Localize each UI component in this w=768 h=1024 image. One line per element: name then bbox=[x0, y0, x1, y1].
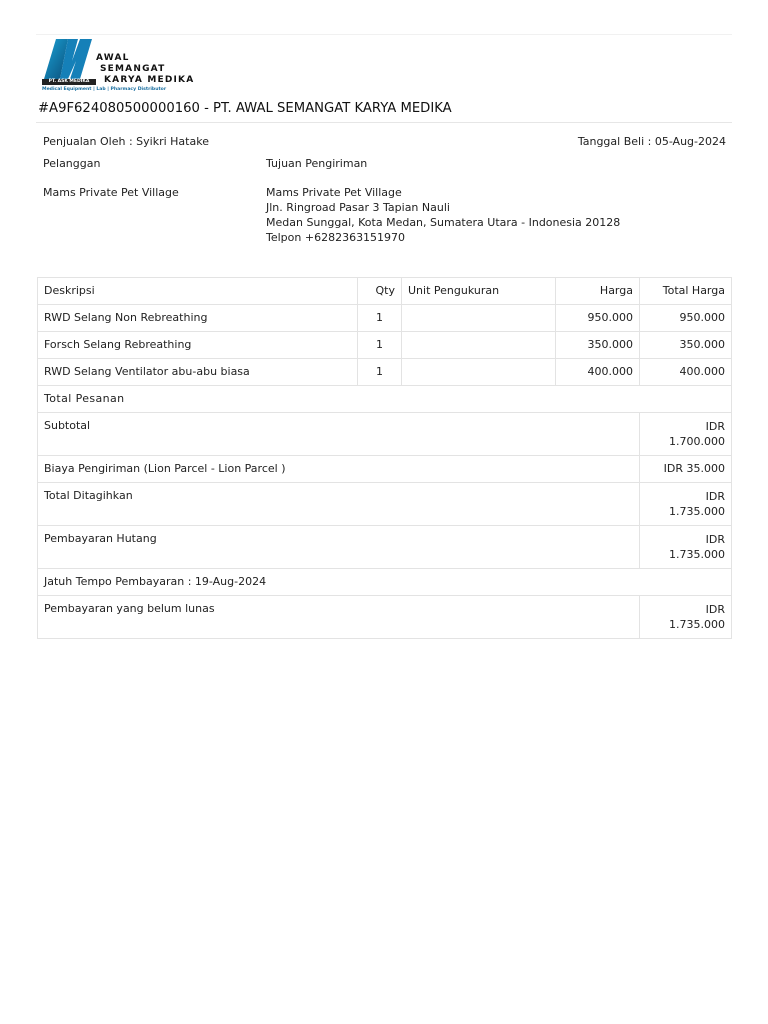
unpaid-value bbox=[640, 596, 732, 639]
table-header-row bbox=[38, 278, 732, 305]
col-header-qty: Qty bbox=[358, 278, 402, 305]
shipping-fee-value: IDR 35.000 bbox=[640, 456, 732, 483]
subtotal-row bbox=[38, 413, 732, 456]
summary-heading: Total Pesanan bbox=[38, 386, 732, 413]
invoice-title: #A9F624080500000160 - PT. AWAL SEMANGAT KARYA MEDIKA bbox=[38, 101, 452, 116]
shipping-line: Jln. Ringroad Pasar 3 Tapian Nauli bbox=[266, 201, 450, 214]
sales-by: Penjualan Oleh : Syikri Hatake bbox=[43, 135, 209, 148]
col-header-unit: Unit Pengukuran bbox=[402, 278, 556, 305]
logo-tagline: Medical Equipment | Lab | Pharmacy Distributor bbox=[42, 87, 167, 92]
subtotal-currency: IDR bbox=[705, 420, 725, 433]
debt-amount: 1.735.000 bbox=[669, 548, 725, 561]
shipping-line: Telpon +6282363151970 bbox=[266, 231, 406, 244]
item-qty: 1 bbox=[358, 305, 402, 332]
table-row bbox=[38, 359, 732, 386]
due-date-row bbox=[38, 569, 732, 596]
shipping-line: Medan Sunggal, Kota Medan, Sumatera Utara - Indonesia 20128 bbox=[266, 216, 621, 229]
subtotal-amount: 1.700.000 bbox=[669, 435, 725, 448]
col-header-description: Deskripsi bbox=[38, 278, 358, 305]
order-table bbox=[37, 277, 732, 639]
header-band bbox=[36, 34, 732, 97]
item-description: RWD Selang Non Rebreathing bbox=[38, 305, 358, 332]
billed-currency: IDR bbox=[705, 490, 725, 503]
customer-label: Pelanggan bbox=[43, 157, 101, 170]
customer-block bbox=[43, 157, 179, 200]
unpaid-amount: 1.735.000 bbox=[669, 618, 725, 631]
item-total: 350.000 bbox=[640, 332, 732, 359]
party-section bbox=[36, 157, 732, 265]
logo-line-2: SEMANGAT bbox=[100, 64, 166, 74]
col-header-price: Harga bbox=[556, 278, 640, 305]
item-total: 950.000 bbox=[640, 305, 732, 332]
item-unit bbox=[402, 332, 556, 359]
debt-currency: IDR bbox=[705, 533, 725, 546]
summary-heading-row bbox=[38, 386, 732, 413]
logo-strip: PT. ASK MEDIKA bbox=[42, 79, 96, 85]
shipping-fee-label: Biaya Pengiriman (Lion Parcel - Lion Parcel ) bbox=[38, 456, 640, 483]
shipping-line: Mams Private Pet Village bbox=[266, 186, 402, 199]
due-date-label: Jatuh Tempo Pembayaran : 19-Aug-2024 bbox=[38, 569, 732, 596]
logo-line-1: AWAL bbox=[96, 53, 130, 63]
shipping-block bbox=[266, 157, 620, 245]
table-row bbox=[38, 305, 732, 332]
logo-line-3: KARYA MEDIKA bbox=[104, 75, 195, 85]
billed-row bbox=[38, 483, 732, 526]
item-price: 350.000 bbox=[556, 332, 640, 359]
unpaid-currency: IDR bbox=[705, 603, 725, 616]
billed-label: Total Ditagihkan bbox=[38, 483, 640, 526]
item-unit bbox=[402, 359, 556, 386]
debt-row bbox=[38, 526, 732, 569]
debt-label: Pembayaran Hutang bbox=[38, 526, 640, 569]
table-row bbox=[38, 332, 732, 359]
logo-mark-icon bbox=[38, 37, 96, 83]
item-price: 950.000 bbox=[556, 305, 640, 332]
subtotal-value bbox=[640, 413, 732, 456]
logo-wordmark bbox=[96, 53, 194, 86]
item-unit bbox=[402, 305, 556, 332]
subtotal-label: Subtotal bbox=[38, 413, 640, 456]
purchase-date: Tanggal Beli : 05-Aug-2024 bbox=[577, 135, 726, 148]
item-total: 400.000 bbox=[640, 359, 732, 386]
item-qty: 1 bbox=[358, 332, 402, 359]
item-description: Forsch Selang Rebreathing bbox=[38, 332, 358, 359]
company-logo bbox=[38, 37, 198, 95]
billed-amount: 1.735.000 bbox=[669, 505, 725, 518]
col-header-total: Total Harga bbox=[640, 278, 732, 305]
item-qty: 1 bbox=[358, 359, 402, 386]
shipping-label: Tujuan Pengiriman bbox=[266, 157, 368, 170]
item-price: 400.000 bbox=[556, 359, 640, 386]
billed-value bbox=[640, 483, 732, 526]
invoice-sheet bbox=[36, 34, 732, 265]
shipping-fee-row bbox=[38, 456, 732, 483]
unpaid-label: Pembayaran yang belum lunas bbox=[38, 596, 640, 639]
unpaid-row bbox=[38, 596, 732, 639]
item-description: RWD Selang Ventilator abu-abu biasa bbox=[38, 359, 358, 386]
debt-value bbox=[640, 526, 732, 569]
meta-row bbox=[36, 123, 732, 157]
customer-name: Mams Private Pet Village bbox=[43, 186, 179, 199]
